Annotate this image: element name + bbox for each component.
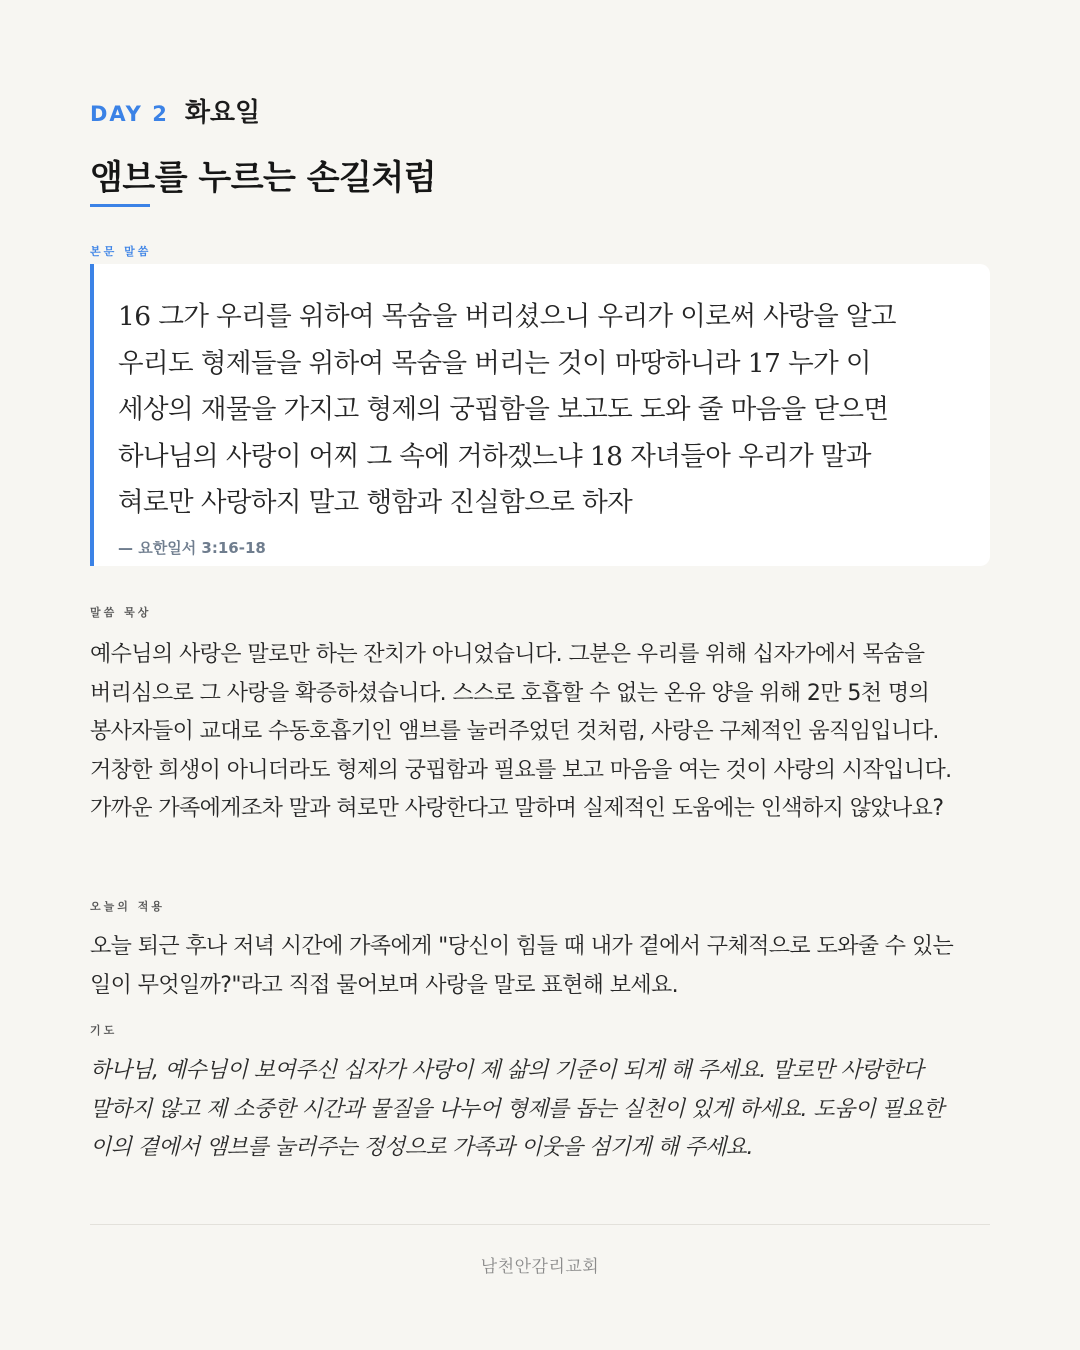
day-label: DAY 2 bbox=[90, 102, 169, 126]
meditation-label: 말씀 묵상 bbox=[90, 606, 152, 619]
scripture-text: 16 그가 우리를 위하여 목숨을 버리셨으니 우리가 이로써 사랑을 알고 우리도 형제들을 위하여 목숨을 버리는 것이 마땅하니라 17 누가 이 세상의 재물을 가지고 형제의 궁핍함을 보고도 도와 줄 마음을 닫으면 하나님의 사랑이 어찌 그 속에 거하겠느냐 18 자녀들아 우리가 말과 혀로만 사랑하지 말고 행함과 진실함으로 하자 bbox=[118, 301, 896, 518]
church-name: 남천안감리교회 bbox=[480, 1257, 600, 1277]
application-label: 오늘의 적용 bbox=[90, 900, 165, 913]
footer-divider bbox=[90, 1224, 990, 1225]
scripture-reference: — 요한일서 3:16-18 bbox=[118, 538, 266, 557]
day-header bbox=[90, 92, 260, 129]
prayer-label: 기도 bbox=[90, 1024, 118, 1037]
scripture-card bbox=[90, 264, 990, 566]
day-name: 화요일 bbox=[184, 98, 261, 128]
prayer-text: 하나님, 예수님이 보여주신 십자가 사랑이 제 삶의 기준이 되게 해 주세요. 말로만 사랑한다 말하지 않고 제 소중한 시간과 물질을 나누어 형제를 돕는 실천이 있게 하세요. 도움이 필요한 이의 곁에서 앰브를 눌러주는 정성으로 가족과 이웃을 섬기게 해 주세요. bbox=[90, 1058, 944, 1160]
meditation-text: 예수님의 사랑은 말로만 하는 잔치가 아니었습니다. 그분은 우리를 위해 십자가에서 목숨을 버리심으로 그 사랑을 확증하셨습니다. 스스로 호흡할 수 없는 온유 양을 위해 2만 5천 명의 봉사자들이 교대로 수동호흡기인 앰브를 눌러주었던 것처럼, 사랑은 구체적인 움직임입니다. 거창한 희생이 아니더라도 형제의 궁핍함과 필요를 보고 마음을 여는 것이 사랑의 시작입니다. 가까운 가족에게조차 말과 혀로만 사랑한다고 말하며 실제적인 도움에는 인색하지 않았나요? bbox=[90, 642, 952, 821]
page-title: 앰브를 누르는 손길처럼 bbox=[90, 158, 437, 198]
scripture-label: 본문 말씀 bbox=[90, 245, 152, 258]
title-underline bbox=[90, 204, 150, 207]
application-text: 오늘 퇴근 후나 저녁 시간에 가족에게 "당신이 힘들 때 내가 곁에서 구체적으로 도와줄 수 있는 일이 무엇일까?"라고 직접 물어보며 사랑을 말로 표현해 보세요. bbox=[90, 934, 954, 998]
